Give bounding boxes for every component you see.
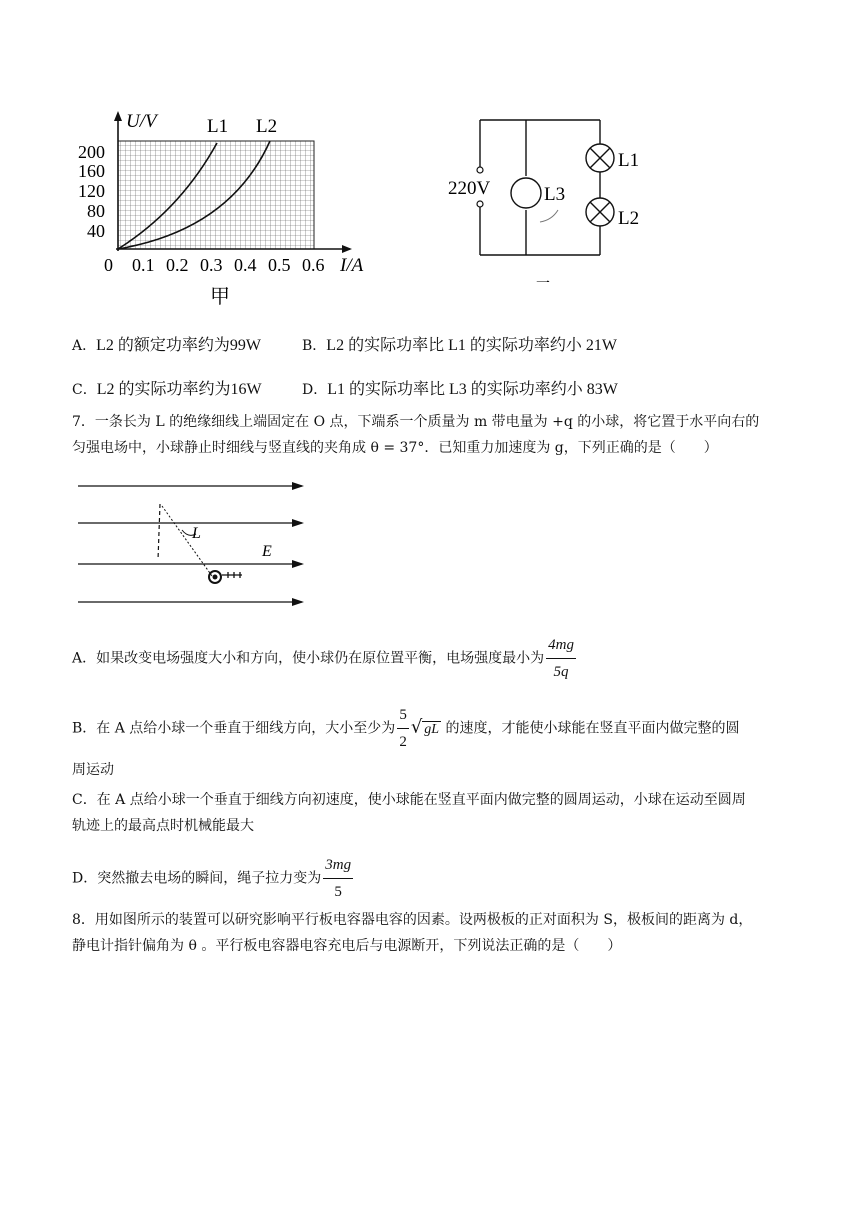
q8-stem-line-2: 静电计指针偏角为 θ 。平行板电容器电容充电后与电源断开，下列说法正确的是（ ） (72, 938, 622, 954)
x-tick: 0.6 (302, 255, 325, 275)
figure-caption-circuit: 一 (536, 276, 550, 292)
terminal-top (477, 167, 483, 173)
lamp-label-l3: L3 (544, 184, 566, 205)
q6-option-c (72, 376, 262, 399)
q7-option-c-line-2: 轨迹上的最高点时机械能最大 (72, 818, 254, 834)
sqrt-content: gL (424, 721, 440, 737)
x-axis-label: I/A (340, 255, 364, 276)
x-axis-arrow (342, 245, 352, 253)
lamp-l3 (511, 178, 541, 208)
x-tick: 0.5 (268, 255, 291, 275)
field-arrow (292, 482, 304, 490)
label-l: L (192, 525, 201, 542)
curve-label-l1: L1 (207, 116, 229, 137)
y-tick: 40 (87, 221, 105, 241)
curve-label-l2: L2 (256, 116, 278, 137)
y-tick: 160 (78, 161, 105, 181)
lamp-label-l2: L2 (618, 208, 640, 229)
fraction: $\frac{4mg}{5q}$ (546, 632, 576, 685)
y-tick: 80 (87, 201, 105, 221)
q7-option-b: B．在 A 点给小球一个垂直于细线方向，大小至少为 $\frac{5}{2}$ √ gL 的速度，才能使小球能在竖直平面内做完整的圆 (72, 702, 740, 755)
sqrt-sign: √ (410, 716, 423, 738)
figure-circuit (440, 110, 680, 295)
q6-option-b (302, 332, 617, 355)
q6-option-d (302, 376, 618, 399)
option-text: L2 的实际功率比 L1 的实际功率约小 21W (326, 337, 617, 354)
fraction: $\frac{5}{2}$ (397, 702, 409, 755)
voltage-label: 220V (448, 178, 491, 199)
q6-option-a (72, 332, 261, 355)
q7-option-c-line-1: C．在 A 点给小球一个垂直于细线方向初速度，使小球能在竖直平面内做完整的圆周运动，小球在运动至圆周 (72, 792, 746, 808)
lamp-label-l1: L1 (618, 150, 640, 171)
q7-option-b-cont: 周运动 (72, 762, 114, 778)
x-tick: 0.1 (132, 255, 155, 275)
vertical-dashed-line (158, 504, 160, 560)
figure-caption-jia: 甲 (210, 284, 230, 308)
q8-stem (72, 907, 802, 959)
x-tick: 0.4 (234, 255, 257, 275)
q8-stem-line-1: 8．用如图所示的装置可以研究影响平行板电容器电容的因素。设两极板的正对面积为 S，极板间的距离为 d， (72, 912, 753, 928)
y-tick: 200 (78, 142, 105, 162)
label-e: E (262, 543, 272, 560)
q7-stem (72, 409, 802, 461)
option-text: L2 的实际功率约为16W (96, 381, 262, 398)
option-letter: B． (302, 338, 327, 354)
thread (162, 506, 212, 576)
fraction: $\frac{3mg}{5}$ (323, 852, 353, 905)
q7-figure-field (70, 476, 320, 611)
y-axis-label: U/V (126, 111, 157, 132)
option-letter: A． (72, 338, 97, 354)
x-tick: 0.2 (166, 255, 189, 275)
option-letter: D． (302, 382, 328, 398)
graph-grid (118, 141, 314, 249)
x-tick: 0.3 (200, 255, 223, 275)
circuit-mark (540, 210, 558, 222)
q7-option-c (72, 787, 802, 839)
figure-jia-graph (70, 105, 390, 315)
y-tick: 120 (78, 181, 105, 201)
q7-stem-line-1: 7．一条长为 L 的绝缘细线上端固定在 O 点，下端系一个质量为 m 带电量为 +q 的小球，将它置于水平向右的 (72, 414, 760, 430)
q7-option-d: D．突然撤去电场的瞬间，绳子拉力变为 $\frac{3mg}{5}$ (72, 852, 355, 905)
terminal-bottom (477, 201, 483, 207)
y-axis-arrow (114, 111, 122, 121)
option-text: L1 的实际功率比 L3 的实际功率约小 83W (327, 381, 618, 398)
field-arrow (292, 519, 304, 527)
field-arrow (292, 598, 304, 606)
origin-label: 0 (104, 255, 113, 275)
q7-stem-line-2: 匀强电场中，小球静止时细线与竖直线的夹角成 θ = 37°．已知重力加速度为 g，下列正确的是（ ） (72, 440, 718, 456)
field-arrow (292, 560, 304, 568)
ball-mark (222, 572, 242, 578)
charged-ball-core (213, 575, 218, 580)
option-letter: C． (72, 382, 97, 398)
option-text: L2 的额定功率约为99W (96, 337, 262, 354)
q7-option-a: A．如果改变电场强度大小和方向，使小球仍在原位置平衡，电场强度最小为 $\frac{4mg}{5q}$ (72, 632, 578, 685)
